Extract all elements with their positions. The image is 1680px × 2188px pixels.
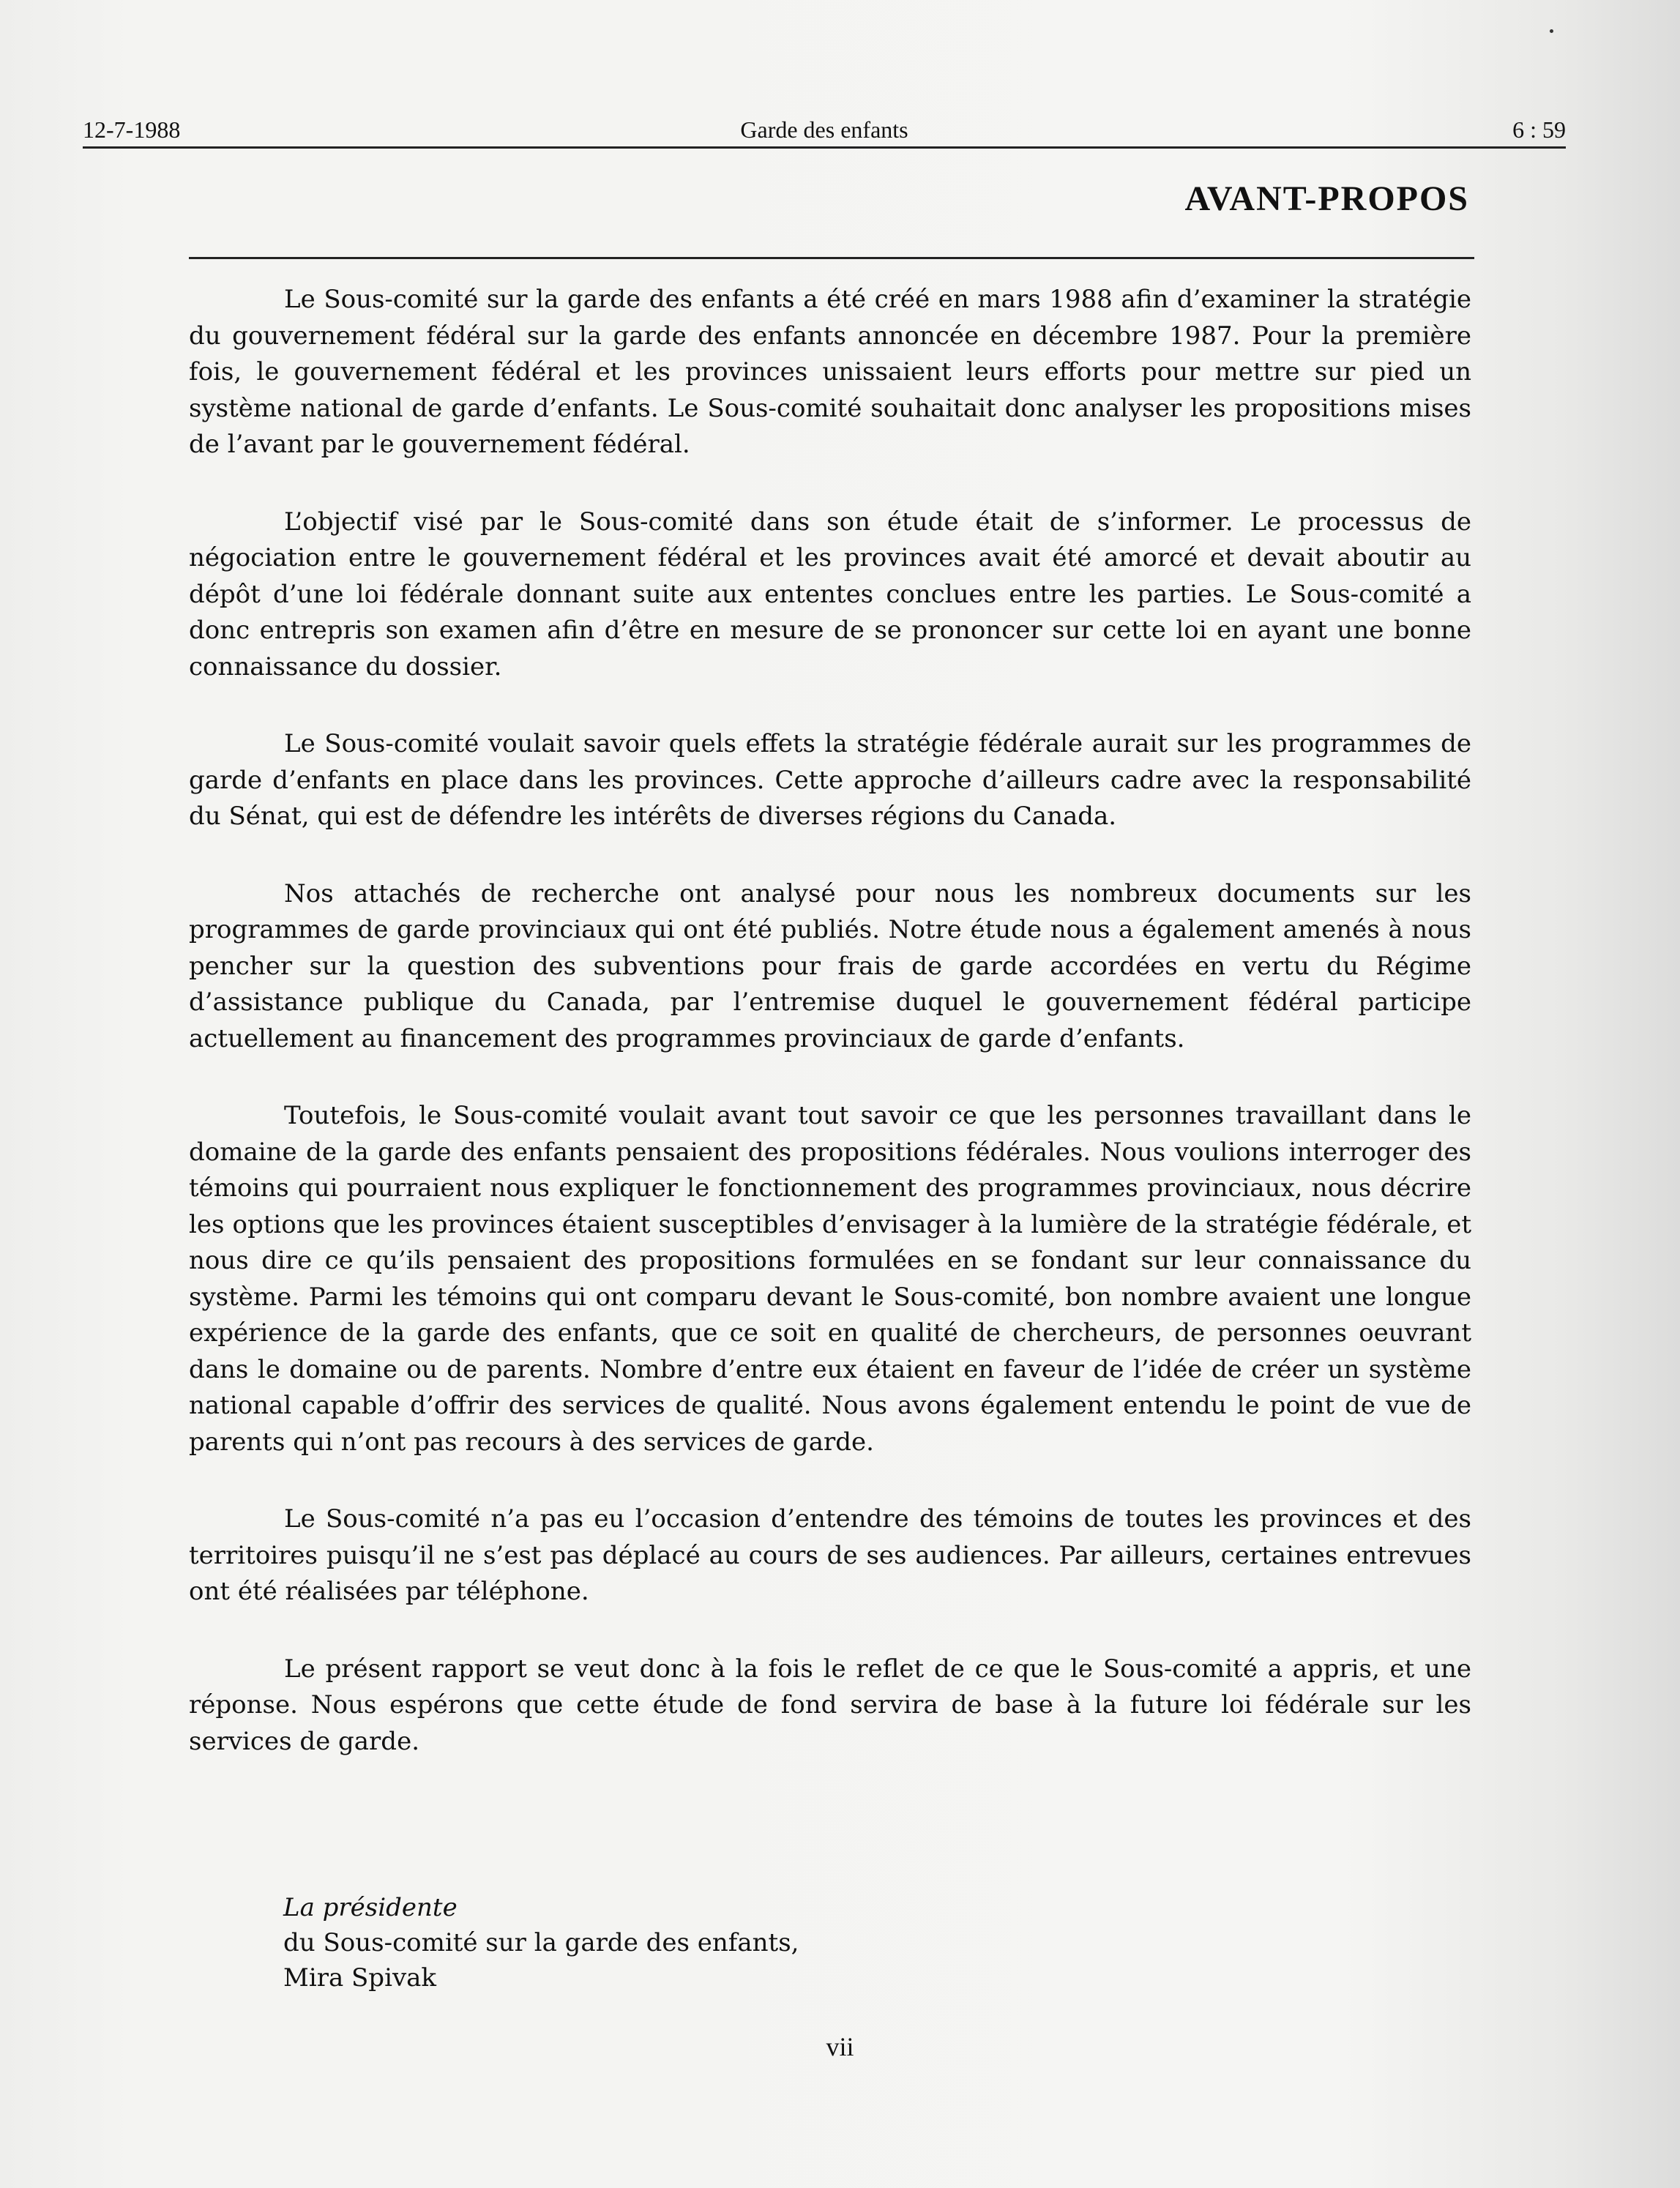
header-page-ref: 6 : 59 xyxy=(1512,116,1566,143)
paragraph: Toutefois, le Sous-comité voulait avant tout savoir ce que les personnes travaillant dans le domaine de la garde des enfants pensaient des propositions fédérales. Nous voulions interroger des témoins qui pourraient nous expliquer le fonctionnement des programmes provinciaux, nous décrire les options que les provinces étaient susceptibles d’envisager à la lumière de la stratégie fédérale, et nous dire ce qu’ils pensaient des propositions formulées en se fondant sur leur connaissance du système. Parmi les témoins qui ont comparu devant le Sous-comité, bon nombre avaient une longue expérience de la garde des enfants, que ce soit en qualité de chercheurs, de personnes oeuvrant dans le domaine ou de parents. Nombre d’entre eux étaient en faveur de l’idée de créer un système national capable d’offrir des services de qualité. Nous avons également entendu le point de vue de parents qui n’ont pas recours à des services de garde. xyxy=(189,1101,1471,1457)
paragraph: Nos attachés de recherche ont analysé pour nous les nombreux documents sur les programmes de garde provinciaux qui ont été publiés. Notre étude nous a également amenés à nous pencher sur la question des subventions pour frais de garde accordées en vertu du Régime d’assistance publique du Canada, par l’entremise duquel le gouvernement fédéral participe actuellement au financement des programmes provinciaux de garde d’enfants. xyxy=(189,878,1471,1053)
signature-block xyxy=(283,1890,799,1995)
running-header xyxy=(83,110,1566,149)
page-number: vii xyxy=(826,2032,854,2061)
paragraph: Le présent rapport se veut donc à la fois le reflet de ce que le Sous-comité a appris, et une réponse. Nous espérons que cette étude de fond servira de base à la future loi fédérale sur les services de garde. xyxy=(189,1654,1471,1756)
signature-role: La présidente xyxy=(283,1893,458,1922)
paragraph: Le Sous-comité voulait savoir quels effets la stratégie fédérale aurait sur les programmes de garde d’enfants en place dans les provinces. Cette approche d’ailleurs cadre avec la responsabilité du Sénat, qui est de défendre les intérêts de diverses régions du Canada. xyxy=(189,729,1471,831)
signature-name: Mira Spivak xyxy=(283,1963,437,1993)
scan-speck xyxy=(1550,29,1553,33)
title-rule xyxy=(189,257,1474,259)
foreword-body xyxy=(189,282,1471,1801)
header-title: Garde des enfants xyxy=(740,116,908,143)
signature-committee: du Sous-comité sur la garde des enfants, xyxy=(283,1928,799,1957)
header-date: 12-7-1988 xyxy=(83,116,181,143)
section-title: AVANT-PROPOS xyxy=(1184,179,1469,218)
paragraph: Le Sous-comité sur la garde des enfants a été créé en mars 1988 afin d’examiner la stratégie du gouvernement fédéral sur la garde des enfants annoncée en décembre 1987. Pour la première fois, le gouvernement fédéral et les provinces unissaient leurs efforts pour mettre sur pied un système national de garde d’enfants. Le Sous-comité souhaitait donc analyser les propositions mises de l’avant par le gouvernement fédéral. xyxy=(189,285,1471,459)
paragraph: L’objectif visé par le Sous-comité dans son étude était de s’informer. Le processus de négociation entre le gouvernement fédéral et les provinces avait été amorcé et devait aboutir au dépôt d’une loi fédérale donnant suite aux ententes conclues entre les parties. Le Sous-comité a donc entrepris son examen afin d’être en mesure de se prononcer sur cette loi en ayant une bonne connaissance du dossier. xyxy=(189,507,1471,682)
paragraph: Le Sous-comité n’a pas eu l’occasion d’entendre des témoins de toutes les provinces et des territoires puisqu’il ne s’est pas déplacé au cours de ses audiences. Par ailleurs, certaines entrevues ont été réalisées par téléphone. xyxy=(189,1504,1471,1606)
